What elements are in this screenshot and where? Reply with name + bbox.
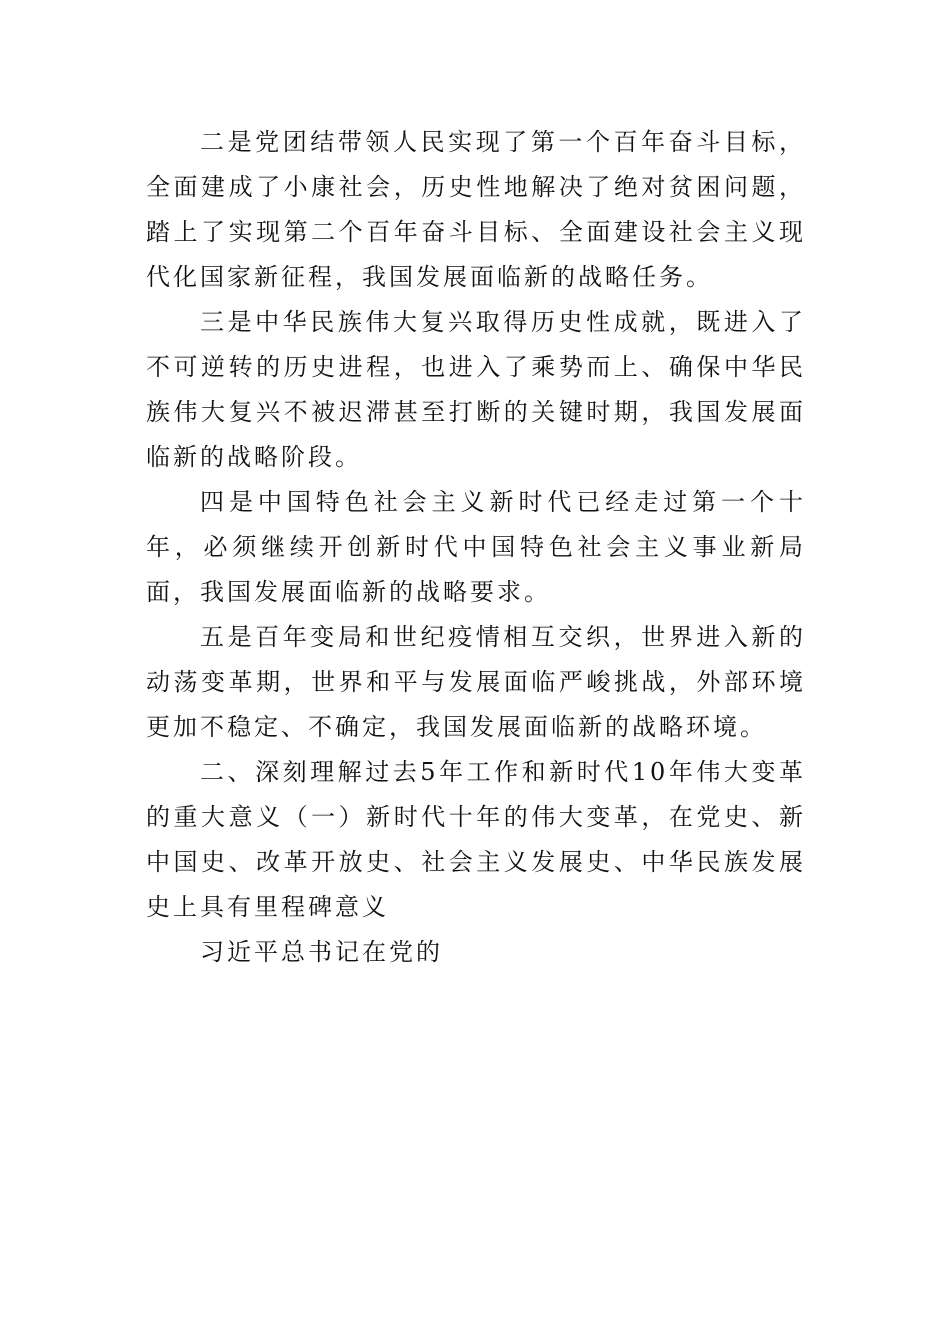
paragraph-truncated: 习近平总书记在党的	[200, 938, 443, 966]
paragraph-global-changes: 五是百年变局和世纪疫情相互交织，世界进入新的动荡变革期，世界和平与发展面临严峻挑战，外部环境更加不稳定、不确定，我国发展面临新的战略环境。	[146, 623, 806, 741]
document-body	[146, 120, 806, 975]
paragraph-new-era: 四是中国特色社会主义新时代已经走过第一个十年，必须继续开创新时代中国特色社会主义事业新局面，我国发展面临新的战略要求。	[146, 488, 806, 606]
paragraph-section-heading: 二、深刻理解过去5年工作和新时代10年伟大变革的重大意义（一）新时代十年的伟大变革，在党史、新中国史、改革开放史、社会主义发展史、中华民族发展史上具有里程碑意义	[146, 758, 806, 921]
paragraph-rejuvenation: 三是中华民族伟大复兴取得历史性成就，既进入了不可逆转的历史进程，也进入了乘势而上、确保中华民族伟大复兴不被迟滞甚至打断的关键时期，我国发展面临新的战略阶段。	[146, 308, 806, 471]
paragraph-goal-achievement: 二是党团结带领人民实现了第一个百年奋斗目标，全面建成了小康社会，历史性地解决了绝对贫困问题，踏上了实现第二个百年奋斗目标、全面建设社会主义现代化国家新征程，我国发展面临新的战略任务。	[146, 128, 806, 291]
